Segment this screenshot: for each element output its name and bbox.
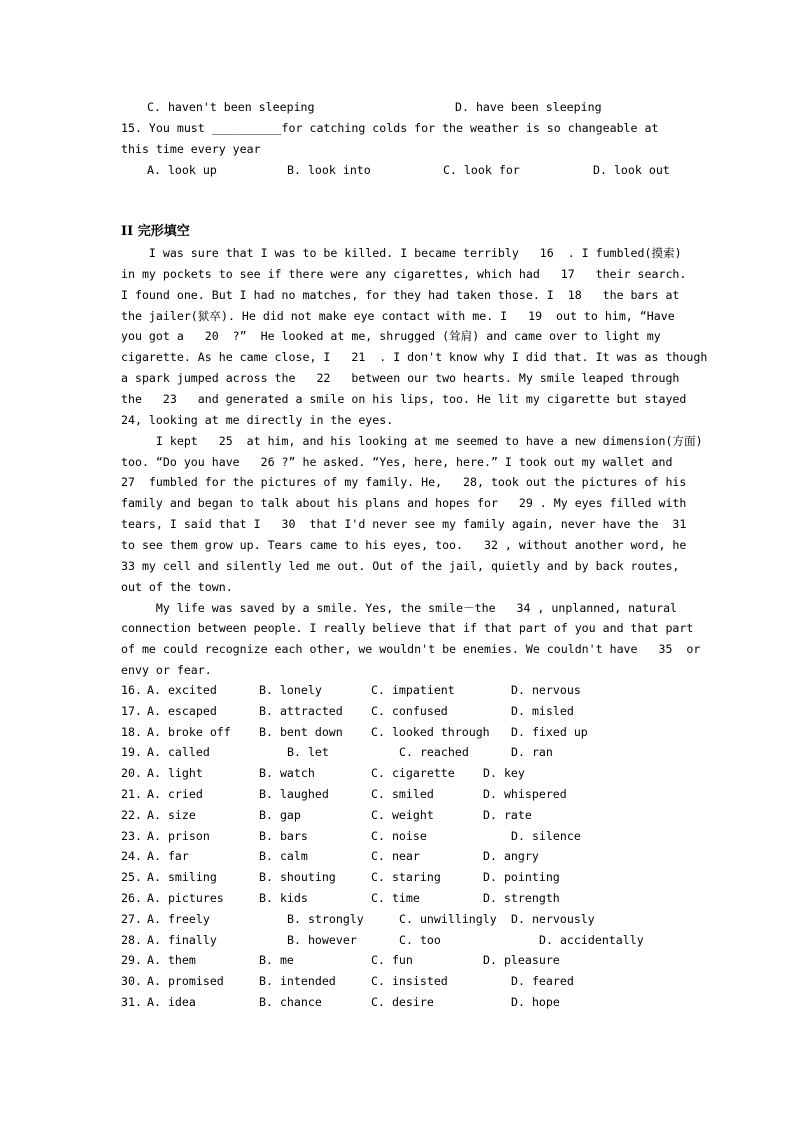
question-option-c: C. weight — [371, 807, 434, 822]
question-option-b: B. gap — [259, 807, 301, 822]
question-option-d: D. silence — [511, 828, 581, 843]
q15-option-a: A. look up — [147, 163, 217, 177]
question-option-c: C. looked through — [371, 724, 490, 739]
question-option-d: D. key — [483, 766, 525, 781]
question-option-c: C. too — [399, 932, 441, 947]
question-option-d: D. feared — [511, 974, 574, 989]
passage-line: 27 fumbled for the pictures of my family. He, 28, took out the pictures of his — [121, 475, 687, 490]
question-number: 18. — [121, 724, 142, 739]
question-option-a: A. pictures — [147, 891, 224, 905]
question-option-d: D. nervously — [511, 911, 595, 926]
passage-line: I kept 25 at him, and his looking at me seemed to have a new dimension(方面) — [121, 433, 703, 448]
section-title: II 完形填空 — [121, 224, 190, 239]
question-number: 21. — [121, 787, 142, 801]
passage-line: you got a 20 ?” He looked at me, shrugged (耸肩) and came over to light my — [121, 329, 661, 344]
question-option-d: D. misled — [511, 703, 574, 718]
question-option-b: B. me — [259, 953, 294, 968]
question-option-b: B. calm — [259, 849, 308, 864]
question-option-b: B. attracted — [259, 703, 343, 718]
question-number: 16. — [121, 683, 142, 697]
question-option-b: B. bars — [259, 828, 308, 843]
q15-option-d: D. look out — [593, 163, 670, 177]
question-number: 24. — [121, 849, 142, 864]
question-number: 20. — [121, 766, 142, 781]
passage-line: envy or fear. — [121, 663, 212, 677]
question-number: 30. — [121, 974, 142, 989]
question-option-c: C. staring — [371, 870, 441, 885]
question-option-a: A. far — [147, 849, 189, 864]
question-option-a: A. broke off — [147, 724, 231, 739]
question-number: 29. — [121, 953, 142, 968]
passage-line: of me could recognize each other, we wouldn't be enemies. We couldn't have 35 or — [121, 642, 701, 657]
question-option-d: D. pointing — [483, 870, 560, 885]
passage-line: I found one. But I had no matches, for they had taken those. I 18 the bars at — [121, 287, 680, 302]
question-option-a: A. cried — [147, 787, 203, 801]
question-option-b: B. kids — [259, 891, 308, 905]
question-option-a: A. idea — [147, 995, 196, 1009]
question-option-a: A. escaped — [147, 703, 217, 718]
question-option-a: A. freely — [147, 911, 210, 926]
passage-line: the 23 and generated a smile on his lips, too. He lit my cigarette but stayed — [121, 392, 687, 406]
question-option-a: A. finally — [147, 932, 217, 947]
question-option-a: A. promised — [147, 974, 224, 989]
passage-line: My life was saved by a smile. Yes, the smile－the 34 , unplanned, natural — [121, 600, 678, 615]
question-option-a: A. smiling — [147, 870, 217, 885]
q14-option-c: C. haven't been sleeping — [147, 100, 315, 114]
question-option-c: C. near — [371, 849, 420, 864]
question-number: 19. — [121, 745, 142, 760]
question-number: 25. — [121, 870, 142, 885]
question-option-b: B. intended — [259, 974, 336, 989]
passage-line: the jailer(狱卒). He did not make eye contact with me. I 19 out to him, “Have — [121, 308, 675, 323]
question-option-a: A. light — [147, 766, 203, 781]
question-option-a: A. prison — [147, 828, 210, 843]
passage-line: family and began to talk about his plans and hopes for 29 . My eyes filled with — [121, 496, 687, 511]
question-option-b: B. let — [287, 745, 329, 760]
question-option-b: B. bent down — [259, 724, 343, 739]
question-option-a: A. them — [147, 953, 196, 968]
passage-line: 24, looking at me directly in the eyes. — [121, 412, 394, 427]
question-option-c: C. confused — [371, 703, 448, 718]
question-option-b: B. lonely — [259, 683, 322, 697]
question-option-a: A. size — [147, 807, 196, 822]
question-option-b: B. strongly — [287, 911, 364, 926]
question-option-c: C. reached — [399, 745, 469, 760]
passage-line: tears, I said that I 30 that I'd never see my family again, never have the 31 — [121, 517, 687, 531]
passage-line: I was sure that I was to be killed. I became terribly 16 . I fumbled(摸索) — [121, 246, 682, 260]
passage-line: too. “Do you have 26 ?” he asked. “Yes, here, here.” I took out my wallet and — [121, 454, 673, 469]
question-option-d: D. nervous — [511, 683, 581, 697]
passage-line: out of the town. — [121, 579, 233, 594]
passage-line: connection between people. I really believe that if that part of you and that part — [121, 621, 694, 636]
passage-line: cigarette. As he came close, I 21 . I don't know why I did that. It was as though — [121, 350, 708, 365]
question-number: 26. — [121, 891, 142, 905]
question-option-c: C. fun — [371, 953, 413, 968]
question-option-d: D. pleasure — [483, 953, 560, 968]
question-option-c: C. insisted — [371, 974, 448, 989]
question-option-d: D. rate — [483, 807, 532, 822]
question-option-c: C. unwillingly — [399, 911, 497, 926]
question-option-a: A. excited — [147, 683, 217, 697]
question-option-c: C. impatient — [371, 683, 455, 697]
question-option-c: C. desire — [371, 995, 434, 1009]
question-option-d: D. whispered — [483, 787, 567, 801]
q15-option-c: C. look for — [443, 163, 520, 177]
question-option-c: C. noise — [371, 828, 427, 843]
q15-option-b: B. look into — [287, 163, 371, 177]
question-option-d: D. accidentally — [539, 932, 644, 947]
question-option-b: B. however — [287, 932, 357, 947]
question-option-a: A. called — [147, 745, 210, 760]
q15-stem-line1: 15. You must __________for catching colds for the weather is so changeable at — [121, 121, 659, 135]
passage-line: to see them grow up. Tears came to his eyes, too. 32 , without another word, he — [121, 537, 687, 552]
question-option-c: C. cigarette — [371, 766, 455, 781]
question-option-c: C. smiled — [371, 787, 434, 801]
question-option-d: D. angry — [483, 849, 539, 864]
question-option-d: D. hope — [511, 995, 560, 1009]
question-option-b: B. shouting — [259, 870, 336, 885]
passage-line: in my pockets to see if there were any cigarettes, which had 17 their search. — [121, 266, 687, 281]
question-option-d: D. fixed up — [511, 724, 588, 739]
q15-stem-line2: this time every year — [121, 142, 261, 156]
question-number: 17. — [121, 703, 142, 718]
question-option-b: B. watch — [259, 766, 315, 781]
question-option-d: D. strength — [483, 891, 560, 905]
question-number: 27. — [121, 911, 142, 926]
question-option-d: D. ran — [511, 745, 553, 760]
question-number: 22. — [121, 807, 142, 822]
question-option-c: C. time — [371, 891, 420, 905]
q14-option-d: D. have been sleeping — [455, 100, 602, 114]
question-number: 28. — [121, 932, 142, 947]
passage-line: 33 my cell and silently led me out. Out of the jail, quietly and by back routes, — [121, 558, 680, 573]
question-option-b: B. laughed — [259, 787, 329, 801]
question-number: 23. — [121, 828, 142, 843]
question-number: 31. — [121, 995, 142, 1009]
question-option-b: B. chance — [259, 995, 322, 1009]
passage-line: a spark jumped across the 22 between our two hearts. My smile leaped through — [121, 371, 680, 386]
